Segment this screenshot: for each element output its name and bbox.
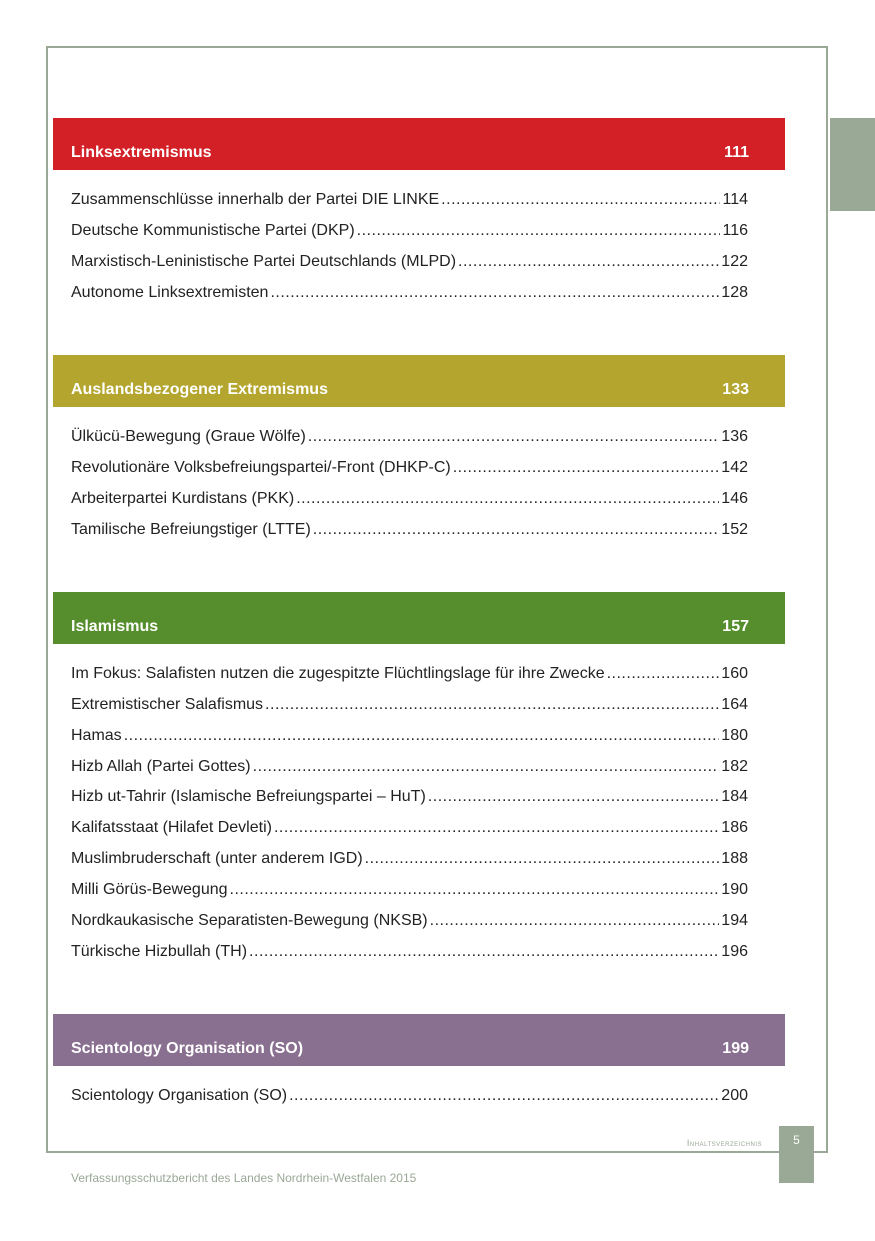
toc-leader-dots (253, 757, 720, 777)
toc-leader-dots (453, 458, 720, 478)
toc-entry[interactable] (71, 726, 748, 746)
section-title: Auslandsbezogener Extremismus (71, 381, 328, 398)
toc-entry-page: 182 (721, 758, 748, 775)
toc-leader-dots (607, 664, 720, 684)
toc-leader-dots (296, 489, 719, 509)
toc-entry-page: 188 (721, 850, 748, 867)
toc-leader-dots (124, 726, 720, 746)
toc-entry-page: 122 (721, 253, 748, 270)
toc-entry-title: Marxistisch-Leninistische Partei Deutschlands (MLPD) (71, 253, 457, 270)
toc-entry-page: 128 (721, 284, 748, 301)
toc-entry[interactable] (71, 427, 748, 447)
toc-leader-dots (289, 1086, 719, 1106)
toc-entry-page: 160 (721, 665, 748, 682)
toc-entry-title: Kalifatsstaat (Hilafet Devleti) (71, 819, 272, 836)
toc-entry-page: 186 (721, 819, 748, 836)
toc-entry[interactable] (71, 283, 748, 303)
toc-entry-page: 152 (721, 521, 748, 538)
toc-entry-title: Nordkaukasische Separatisten-Bewegung (NKSB) (71, 912, 428, 929)
toc-entry[interactable] (71, 489, 748, 509)
section-title: Islamismus (71, 618, 159, 635)
section-page: 133 (722, 381, 749, 398)
toc-entry[interactable] (71, 818, 748, 838)
toc-leader-dots (313, 520, 720, 540)
toc-leader-dots (458, 252, 719, 272)
toc-leader-dots (441, 190, 720, 210)
toc-entry-title: Muslimbruderschaft (unter anderem IGD) (71, 850, 363, 867)
toc-entry-title: Scientology Organisation (SO) (71, 1087, 288, 1104)
toc-entry[interactable] (71, 458, 748, 478)
toc-entry[interactable] (71, 911, 748, 931)
toc-entry-page: 184 (721, 788, 748, 805)
toc-entry[interactable] (71, 942, 748, 962)
toc-entry-page: 136 (721, 428, 748, 445)
toc-entry[interactable] (71, 252, 748, 272)
toc-entry-title: Hamas (71, 727, 122, 744)
toc-leader-dots (357, 221, 721, 241)
toc-entry-page: 196 (721, 943, 748, 960)
toc-leader-dots (365, 849, 720, 869)
toc-entry-title: Autonome Linksextremisten (71, 284, 269, 301)
toc-entry[interactable] (71, 787, 748, 807)
toc-entry-page: 200 (721, 1087, 748, 1104)
toc-entry-page: 114 (722, 191, 748, 208)
toc-entry-page: 190 (721, 881, 748, 898)
section-header-linksextremismus[interactable] (53, 118, 785, 170)
toc-leader-dots (265, 695, 719, 715)
toc-entry[interactable] (71, 1086, 748, 1106)
page-number: 5 (779, 1126, 814, 1183)
toc-leader-dots (428, 787, 720, 807)
toc-entry-page: 146 (721, 490, 748, 507)
section-page: 157 (722, 618, 749, 635)
toc-entry-title: Extremistischer Salafismus (71, 696, 264, 713)
toc-entry-title: Zusammenschlüsse innerhalb der Partei DIE LINKE (71, 191, 440, 208)
toc-entry[interactable] (71, 190, 748, 210)
toc-entry[interactable] (71, 221, 748, 241)
section-title: Linksextremismus (71, 144, 212, 161)
toc-entry-title: Ülkücü-Bewegung (Graue Wölfe) (71, 428, 306, 445)
toc-entry-title: Arbeiterpartei Kurdistans (PKK) (71, 490, 295, 507)
toc-entry-page: 142 (721, 459, 748, 476)
section-header-auslandsbezogener-extremismus[interactable] (53, 355, 785, 407)
toc-entry-title: Hizb ut-Tahrir (Islamische Befreiungspartei – HuT) (71, 788, 426, 805)
toc-entry[interactable] (71, 757, 748, 777)
toc-entry-page: 116 (722, 222, 748, 239)
section-page: 111 (724, 144, 749, 161)
toc-entry[interactable] (71, 880, 748, 900)
toc-leader-dots (270, 283, 719, 303)
toc-entry[interactable] (71, 664, 748, 684)
toc-entry-page: 180 (721, 727, 748, 744)
toc-entry-title: Hizb Allah (Partei Gottes) (71, 758, 251, 775)
toc-entry-page: 194 (721, 912, 748, 929)
section-page: 199 (722, 1040, 749, 1057)
section-title: Scientology Organisation (SO) (71, 1040, 304, 1057)
section-header-islamismus[interactable] (53, 592, 785, 644)
toc-entry[interactable] (71, 695, 748, 715)
toc-entry-title: Im Fokus: Salafisten nutzen die zugespitzte Flüchtlingslage für ihre Zwecke (71, 665, 605, 682)
toc-entry[interactable] (71, 520, 748, 540)
toc-entry-title: Tamilische Befreiungstiger (LTTE) (71, 521, 311, 538)
toc-entry-title: Milli Görüs-Bewegung (71, 881, 228, 898)
toc-leader-dots (308, 427, 720, 447)
toc-leader-dots (430, 911, 720, 931)
toc-entry-title: Deutsche Kommunistische Partei (DKP) (71, 222, 355, 239)
toc-entry-title: Revolutionäre Volksbefreiungspartei/-Front (DHKP-C) (71, 459, 451, 476)
publication-footer: Verfassungsschutzbericht des Landes Nordrhein-Westfalen 2015 (71, 1171, 417, 1185)
toc-entry-title: Türkische Hizbullah (TH) (71, 943, 248, 960)
toc-leader-dots (274, 818, 719, 838)
toc-entry-page: 164 (721, 696, 748, 713)
toc-leader-dots (249, 942, 719, 962)
toc-leader-dots (230, 880, 720, 900)
side-tab-marker (830, 118, 875, 211)
running-footer-label: Inhaltsverzeichnis (686, 1138, 762, 1148)
section-header-scientology[interactable] (53, 1014, 785, 1066)
toc-entry[interactable] (71, 849, 748, 869)
